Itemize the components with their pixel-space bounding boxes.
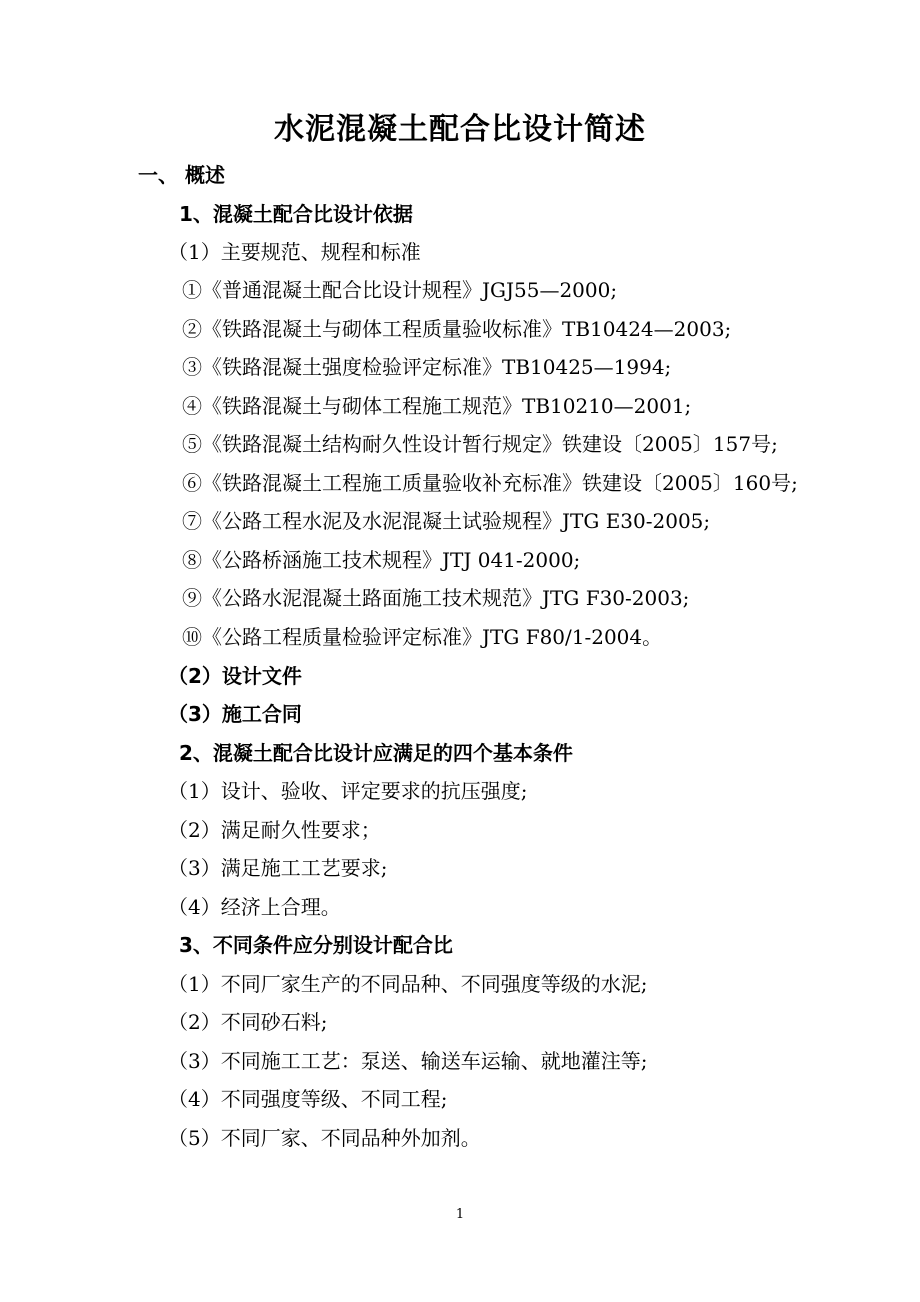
subsection-heading-conditions: 2、混凝土配合比设计应满足的四个基本条件 [179,741,573,765]
separate-design-item-4: （4）不同强度等级、不同工程; [168,1087,448,1111]
standard-item-1: ①《普通混凝土配合比设计规程》JGJ55—2000; [182,278,618,302]
separate-design-item-2: （2）不同砂石料; [168,1010,328,1034]
condition-item-3: （3）满足施工工艺要求; [168,856,388,880]
standard-item-8: ⑧《公路桥涵施工技术规程》JTJ 041-2000; [182,548,581,572]
standard-item-4: ④《铁路混凝土与砌体工程施工规范》TB10210—2001; [182,394,692,418]
standard-item-7: ⑦《公路工程水泥及水泥混凝土试验规程》JTG E30-2005; [182,509,711,533]
standard-item-2: ②《铁路混凝土与砌体工程质量验收标准》TB10424—2003; [182,317,732,341]
condition-item-4: （4）经济上合理。 [168,895,341,919]
standard-item-10: ⑩《公路工程质量检验评定标准》JTG F80/1-2004。 [182,625,663,649]
list-item-main-standards: （1）主要规范、规程和标准 [168,240,421,264]
subsection-heading-separate-designs: 3、不同条件应分别设计配合比 [179,933,453,957]
section-heading-overview: 一、 概述 [138,163,225,187]
standard-item-5: ⑤《铁路混凝土结构耐久性设计暂行规定》铁建设〔2005〕157号; [182,432,778,456]
page-number: 1 [455,1207,465,1222]
condition-item-1: （1）设计、验收、评定要求的抗压强度; [168,779,528,803]
standard-item-3: ③《铁路混凝土强度检验评定标准》TB10425—1994; [182,355,672,379]
standard-item-9: ⑨《公路水泥混凝土路面施工技术规范》JTG F30-2003; [182,586,690,610]
subsection-heading-basis: 1、混凝土配合比设计依据 [179,202,413,226]
separate-design-item-5: （5）不同厂家、不同品种外加剂。 [168,1126,481,1150]
list-item-construction-contract: （3）施工合同 [168,702,302,726]
separate-design-item-3: （3）不同施工工艺：泵送、输送车运输、就地灌注等; [168,1049,648,1073]
document-title: 水泥混凝土配合比设计简述 [274,112,646,147]
condition-item-2: （2）满足耐久性要求； [168,818,381,842]
standard-item-6: ⑥《铁路混凝土工程施工质量验收补充标准》铁建设〔2005〕160号; [182,471,798,495]
list-item-design-documents: （2）设计文件 [168,664,302,688]
separate-design-item-1: （1）不同厂家生产的不同品种、不同强度等级的水泥; [168,972,648,996]
